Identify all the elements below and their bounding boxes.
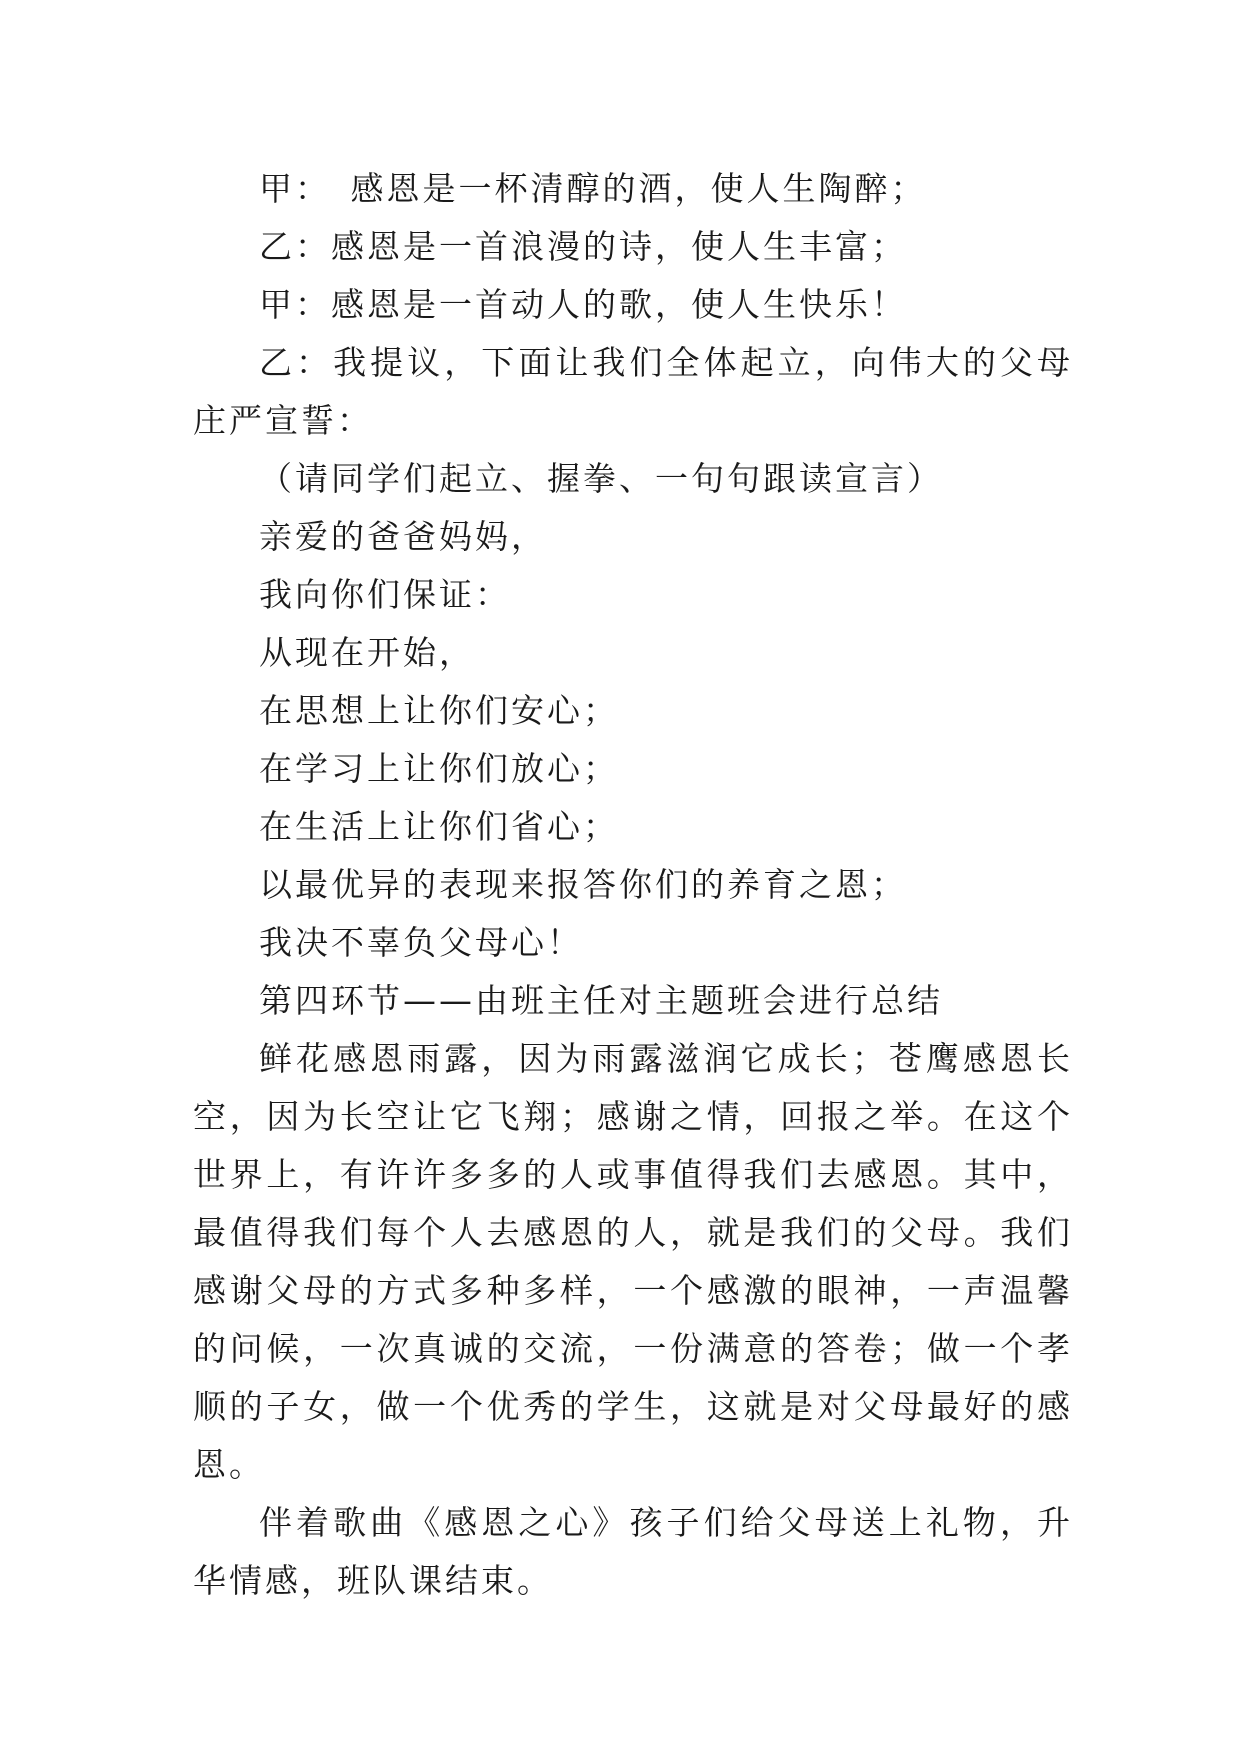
oath-line: 我决不辜负父母心！ <box>259 923 583 962</box>
oath-line: 以最优异的表现来报答你们的养育之恩； <box>259 865 907 904</box>
document-body <box>193 160 1073 1610</box>
closing-paragraph: 伴着歌曲《感恩之心》孩子们给父母送上礼物，升华情感，班队课结束。 <box>193 1503 1073 1600</box>
dialogue-line-yi-2: 乙：我提议，下面让我们全体起立，向伟大的父母庄严宣誓： <box>193 343 1073 440</box>
stage-direction: （请同学们起立、握拳、一句句跟读宣言） <box>259 459 943 498</box>
oath-line: 在学习上让你们放心； <box>259 749 619 788</box>
oath-line: 我向你们保证： <box>259 575 511 614</box>
summary-paragraph: 鲜花感恩雨露，因为雨露滋润它成长；苍鹰感恩长空，因为长空让它飞翔；感谢之情，回报之举。在这个世界上，有许许多多的人或事值得我们去感恩。其中，最值得我们每个人去感恩的人，就是我们的父母。我们感谢父母的方式多种多样，一个感激的眼神，一声温馨的问候，一次真诚的交流，一份满意的答卷；做一个孝顺的子女，做一个优秀的学生，这就是对父母最好的感恩。 <box>193 1039 1073 1484</box>
oath-line: 在思想上让你们安心； <box>259 691 619 730</box>
oath-line: 亲爱的爸爸妈妈， <box>259 517 547 556</box>
oath-line: 在生活上让你们省心； <box>259 807 619 846</box>
section-heading: 第四环节——由班主任对主题班会进行总结 <box>259 981 943 1020</box>
dialogue-line-yi-1: 乙：感恩是一首浪漫的诗，使人生丰富； <box>259 227 907 266</box>
oath-line: 从现在开始， <box>259 633 475 672</box>
dialogue-line-jia-1: 甲： 感恩是一杯清醇的酒，使人生陶醉； <box>259 169 927 208</box>
dialogue-line-jia-2: 甲：感恩是一首动人的歌，使人生快乐！ <box>259 285 907 324</box>
